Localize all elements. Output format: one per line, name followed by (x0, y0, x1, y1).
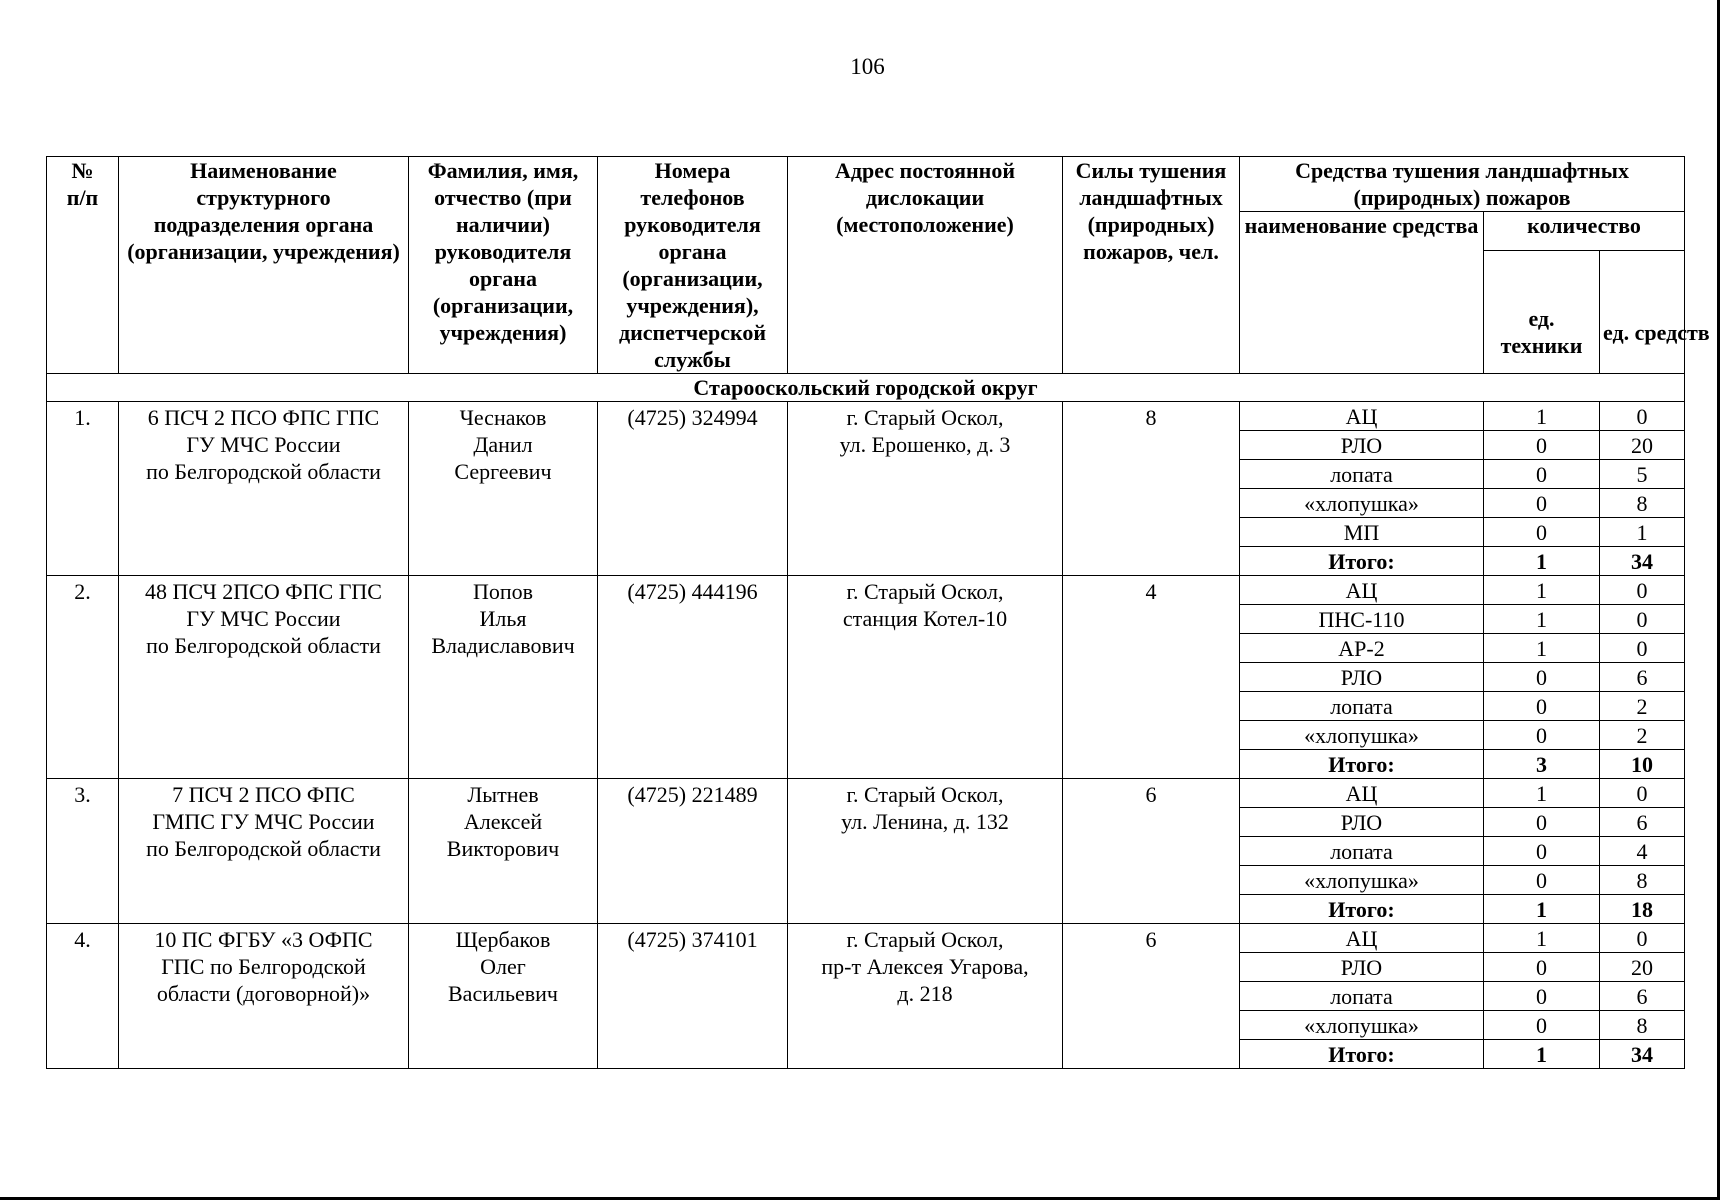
item-name: АЦ (1240, 779, 1484, 808)
item-qty-means: 2 (1600, 721, 1685, 750)
item-qty-tech: 0 (1484, 953, 1600, 982)
item-name: лопата (1240, 837, 1484, 866)
item-qty-means: 0 (1600, 779, 1685, 808)
header-means-name: наименование средства (1240, 212, 1484, 374)
item-name: АЦ (1240, 924, 1484, 953)
item-qty-means: 6 (1600, 663, 1685, 692)
item-name: лопата (1240, 460, 1484, 489)
item-name: ПНС-110 (1240, 605, 1484, 634)
item-qty-means: 0 (1600, 605, 1685, 634)
item-qty-tech: 0 (1484, 431, 1600, 460)
page-number: 106 (850, 54, 885, 79)
item-total-label: Итого: (1240, 750, 1484, 779)
item-qty-means: 6 (1600, 982, 1685, 1011)
row-num: 1. (47, 402, 119, 576)
section-row (47, 374, 1685, 402)
row-phone: (4725) 221489 (598, 779, 788, 924)
item-total-label: Итого: (1240, 895, 1484, 924)
row-unit-name: 48 ПСЧ 2ПСО ФПС ГПС ГУ МЧС России по Белгородской области (119, 576, 409, 779)
table-row (47, 402, 1685, 431)
item-name: РЛО (1240, 808, 1484, 837)
item-qty-tech: 1 (1484, 1040, 1600, 1069)
table-row (47, 779, 1685, 808)
item-name: АР-2 (1240, 634, 1484, 663)
item-qty-means: 6 (1600, 808, 1685, 837)
row-address: г. Старый Оскол, ул. Ерошенко, д. 3 (788, 402, 1063, 576)
item-qty-means: 8 (1600, 489, 1685, 518)
item-qty-tech: 3 (1484, 750, 1600, 779)
item-name: АЦ (1240, 576, 1484, 605)
item-qty-tech: 0 (1484, 663, 1600, 692)
item-qty-means: 10 (1600, 750, 1685, 779)
row-unit-name: 7 ПСЧ 2 ПСО ФПС ГМПС ГУ МЧС России по Белгородской области (119, 779, 409, 924)
fire-means-table (46, 156, 1710, 1069)
item-qty-tech: 0 (1484, 460, 1600, 489)
row-unit-name: 10 ПС ФГБУ «3 ОФПС ГПС по Белгородской области (договорной)» (119, 924, 409, 1069)
item-name: «хлопушка» (1240, 489, 1484, 518)
item-qty-means: 2 (1600, 692, 1685, 721)
item-qty-tech: 0 (1484, 692, 1600, 721)
item-qty-tech: 1 (1484, 634, 1600, 663)
item-qty-means: 20 (1600, 953, 1685, 982)
row-forces: 6 (1063, 779, 1240, 924)
item-name: МП (1240, 518, 1484, 547)
item-qty-tech: 1 (1484, 547, 1600, 576)
item-total-label: Итого: (1240, 1040, 1484, 1069)
row-phone: (4725) 374101 (598, 924, 788, 1069)
row-forces: 6 (1063, 924, 1240, 1069)
row-num: 3. (47, 779, 119, 924)
item-qty-means: 1 (1600, 518, 1685, 547)
item-name: «хлопушка» (1240, 866, 1484, 895)
header-forces: Силы тушения ландшафтных (природных) пожаров, чел. (1063, 157, 1240, 374)
item-qty-tech: 1 (1484, 402, 1600, 431)
item-name: РЛО (1240, 953, 1484, 982)
item-qty-means: 0 (1600, 402, 1685, 431)
item-qty-means: 5 (1600, 460, 1685, 489)
item-total-label: Итого: (1240, 547, 1484, 576)
row-phone: (4725) 324994 (598, 402, 788, 576)
row-forces: 8 (1063, 402, 1240, 576)
item-qty-tech: 0 (1484, 837, 1600, 866)
item-name: «хлопушка» (1240, 1011, 1484, 1040)
item-name: РЛО (1240, 663, 1484, 692)
header-qty-tech: ед. техники (1484, 251, 1600, 374)
table-body (47, 374, 1685, 1069)
scan-edge-right (1717, 0, 1720, 1200)
row-address: г. Старый Оскол, ул. Ленина, д. 132 (788, 779, 1063, 924)
row-forces: 4 (1063, 576, 1240, 779)
item-qty-tech: 0 (1484, 982, 1600, 1011)
header-phones: Номера телефонов руководителя органа (организации, учреждения), диспетчерской службы (598, 157, 788, 374)
row-address: г. Старый Оскол, станция Котел-10 (788, 576, 1063, 779)
item-qty-tech: 0 (1484, 489, 1600, 518)
item-qty-means: 8 (1600, 866, 1685, 895)
item-qty-means: 4 (1600, 837, 1685, 866)
header-num: № п/п (47, 157, 119, 374)
header-address: Адрес постоянной дислокации (местоположение) (788, 157, 1063, 374)
header-means-group: Средства тушения ландшафтных (природных) пожаров (1240, 157, 1685, 212)
item-qty-tech: 0 (1484, 808, 1600, 837)
item-qty-tech: 0 (1484, 1011, 1600, 1040)
header-unit: Наименование структурного подразделения органа (организации, учреждения) (119, 157, 409, 374)
row-phone: (4725) 444196 (598, 576, 788, 779)
item-qty-tech: 1 (1484, 895, 1600, 924)
item-name: «хлопушка» (1240, 721, 1484, 750)
row-num: 2. (47, 576, 119, 779)
item-qty-tech: 1 (1484, 605, 1600, 634)
item-name: лопата (1240, 982, 1484, 1011)
item-qty-tech: 1 (1484, 924, 1600, 953)
item-qty-means: 8 (1600, 1011, 1685, 1040)
header-quantity: количество (1484, 212, 1685, 251)
item-qty-tech: 0 (1484, 518, 1600, 547)
item-qty-tech: 1 (1484, 779, 1600, 808)
header-person: Фамилия, имя, отчество (при наличии) руководителя органа (организации, учреждения) (409, 157, 598, 374)
row-person-name: Лытнев Алексей Викторович (409, 779, 598, 924)
table-row (47, 924, 1685, 953)
row-person-name: Попов Илья Владиславович (409, 576, 598, 779)
item-qty-tech: 1 (1484, 576, 1600, 605)
item-qty-means: 18 (1600, 895, 1685, 924)
section-title: Старооскольский городской округ (47, 374, 1685, 402)
table-row (47, 576, 1685, 605)
row-num: 4. (47, 924, 119, 1069)
header-qty-means: ед. средств (1600, 251, 1685, 374)
item-qty-tech: 0 (1484, 866, 1600, 895)
item-qty-means: 34 (1600, 1040, 1685, 1069)
item-name: РЛО (1240, 431, 1484, 460)
item-qty-tech: 0 (1484, 721, 1600, 750)
row-unit-name: 6 ПСЧ 2 ПСО ФПС ГПС ГУ МЧС России по Белгородской области (119, 402, 409, 576)
item-name: АЦ (1240, 402, 1484, 431)
row-person-name: Чеснаков Данил Сергеевич (409, 402, 598, 576)
row-address: г. Старый Оскол, пр-т Алексея Угарова, д. 218 (788, 924, 1063, 1069)
item-qty-means: 34 (1600, 547, 1685, 576)
item-name: лопата (1240, 692, 1484, 721)
row-person-name: Щербаков Олег Васильевич (409, 924, 598, 1069)
item-qty-means: 0 (1600, 634, 1685, 663)
item-qty-means: 0 (1600, 576, 1685, 605)
table-header (47, 157, 1710, 374)
item-qty-means: 0 (1600, 924, 1685, 953)
item-qty-means: 20 (1600, 431, 1685, 460)
